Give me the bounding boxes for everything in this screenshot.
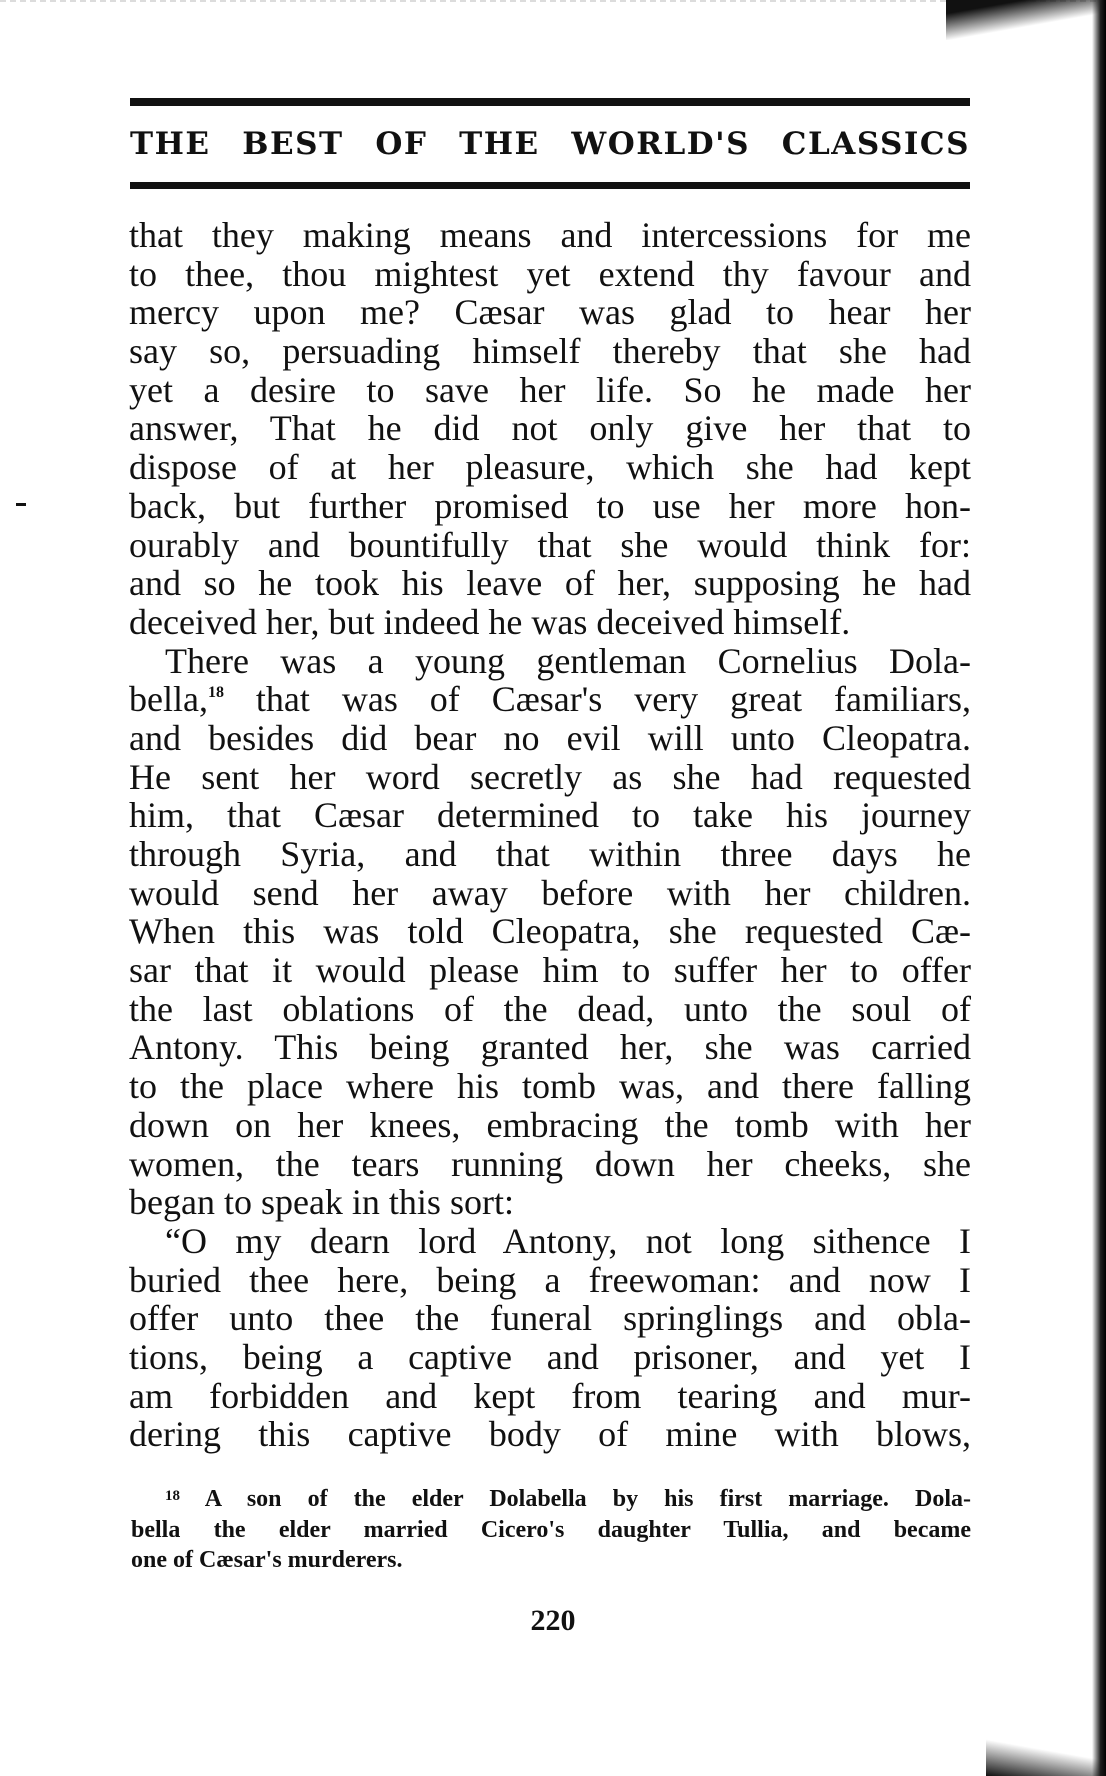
page-number: 220 xyxy=(530,1604,576,1637)
body-line: say so, persuading himself thereby that she had xyxy=(129,331,971,372)
body-line: women, the tears running down her cheeks, she xyxy=(129,1143,971,1184)
body-line: him, that Cæsar determined to take his journey xyxy=(129,795,971,836)
body-line: to thee, thou mightest yet extend thy favour and xyxy=(129,253,971,294)
body-line: deceived her, but indeed he was deceived himself. xyxy=(129,601,851,642)
body-line: offer unto thee the funeral springlings and obla- xyxy=(129,1298,971,1339)
footnote-text: A son of the elder Dolabella by his first marriage. Dola- xyxy=(204,1486,971,1512)
body-line: the last oblations of the dead, unto the soul of xyxy=(129,988,971,1029)
footnote-line xyxy=(131,1484,971,1515)
footnote-line: bella the elder married Cicero's daughter Tullia, and became xyxy=(131,1516,971,1543)
page-bottom-corner-shadow xyxy=(986,1736,1106,1776)
body-line: When this was told Cleopatra, she requested Cæ- xyxy=(129,911,971,952)
body-line: answer, That he did not only give her that to xyxy=(129,408,971,449)
margin-mark xyxy=(16,503,26,506)
body-line: began to speak in this sort: xyxy=(129,1182,514,1223)
page-right-edge-shadow xyxy=(1092,0,1106,1776)
body-line: He sent her word secretly as she had requested xyxy=(129,756,971,797)
body-line: tions, being a captive and prisoner, and yet I xyxy=(129,1336,971,1377)
body-line: through Syria, and that within three days he xyxy=(129,834,971,874)
body-line: to the place where his tomb was, and there falling xyxy=(129,1066,971,1107)
body-line-segment: bella, xyxy=(129,679,208,720)
page-corner-shadow xyxy=(946,0,1106,40)
footnote-reference: 18 xyxy=(207,684,224,702)
body-line: dispose of at her pleasure, which she had kept xyxy=(129,447,971,488)
body-line: “O my dearn lord Antony, not long sithence I xyxy=(165,1220,971,1261)
body-line: yet a desire to save her life. So he made her xyxy=(129,369,971,410)
page-top-edge xyxy=(0,0,1106,4)
body-line: ourably and bountifully that she would think for: xyxy=(129,524,971,565)
footnote-number: 18 xyxy=(165,1488,180,1504)
body-line: and so he took his leave of her, supposing he had xyxy=(129,563,971,604)
body-line: down on her knees, embracing the tomb with her xyxy=(129,1104,971,1145)
body-line: There was a young gentleman Cornelius Dola- xyxy=(165,640,971,681)
footnote xyxy=(131,1484,971,1576)
body-text xyxy=(129,216,971,1454)
running-head: THE BEST OF THE WORLD'S CLASSICS xyxy=(130,126,970,162)
header-rule-top xyxy=(130,98,970,106)
body-line-segment: that was of Cæsar's very great familiars, xyxy=(223,679,971,720)
body-line: am forbidden and kept from tearing and mur- xyxy=(129,1375,971,1416)
body-line-with-footnote-ref xyxy=(129,680,971,719)
body-line: Antony. This being granted her, she was carried xyxy=(129,1027,971,1068)
body-line: and besides did bear no evil will unto Cleopatra. xyxy=(129,717,971,758)
header-rule-bottom xyxy=(130,182,970,189)
body-line: buried thee here, being a freewoman: and now I xyxy=(129,1259,971,1300)
body-line: mercy upon me? Cæsar was glad to hear her xyxy=(129,292,971,333)
body-line: that they making means and intercessions for me xyxy=(129,215,971,255)
body-line: dering this captive body of mine with blows, xyxy=(129,1414,971,1455)
body-line: would send her away before with her children. xyxy=(129,872,971,913)
body-line: sar that it would please him to suffer her to offer xyxy=(129,950,971,991)
footnote-line: one of Cæsar's murderers. xyxy=(131,1547,403,1573)
body-line: back, but further promised to use her more hon- xyxy=(129,485,971,526)
